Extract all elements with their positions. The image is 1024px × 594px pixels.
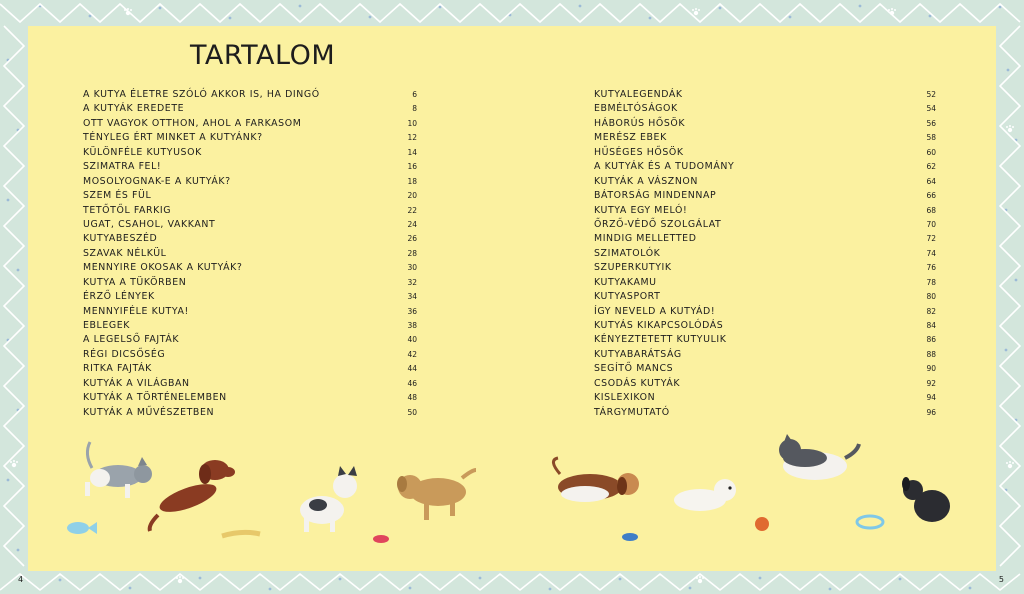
rope-toy-icon (222, 532, 260, 536)
toc-entry-title: SZUPERKUTYIK (594, 262, 672, 274)
beagle-icon (553, 458, 639, 502)
toc-entry-page: 68 (926, 205, 936, 215)
toc-entry-title: UGAT, CSAHOL, VAKKANT (83, 218, 216, 230)
toc-entry-page: 84 (926, 321, 936, 330)
page-title: TARTALOM (190, 40, 336, 71)
toc-entry-page: 22 (407, 205, 417, 215)
toc-entry-page: 10 (407, 118, 417, 128)
toc-entry-title: KUTYABARÁTSÁG (594, 348, 682, 360)
toc-entry-page: 34 (407, 292, 417, 302)
ball-icon (622, 533, 638, 541)
toc-entry-title: TETŐTŐL FARKIG (83, 204, 172, 216)
toc-entry-title: CSODÁS KUTYÁK (594, 377, 681, 389)
white-puppy-icon (674, 479, 736, 511)
toc-entry-page: 46 (407, 378, 417, 388)
toc-entry-title: KÉNYEZTETETT KUTYULIK (594, 334, 727, 346)
toc-entry-page: 92 (926, 378, 936, 388)
toc-entry-page: 36 (407, 306, 417, 316)
toc-entry-page: 88 (926, 349, 936, 359)
toc-entry-page: 30 (407, 263, 417, 273)
toc-entry-title: A KUTYA ÉLETRE SZÓLÓ AKKOR IS, HA DINGÓ (83, 89, 320, 100)
toc-entry-title: MENNYIRE OKOSAK A KUTYÁK? (83, 262, 243, 274)
dachshund-icon (150, 460, 235, 531)
toc-entry-title: KUTYALEGENDÁK (594, 89, 683, 100)
toc-entry-page: 50 (407, 407, 417, 417)
toc-entry-page: 32 (407, 277, 417, 287)
toc-entry-page: 82 (926, 306, 936, 316)
toc-entry-title: TÉNYLEG ÉRT MINKET A KUTYÁNK? (83, 132, 263, 144)
ball-icon (373, 535, 389, 543)
toc-entry-title: MOSOLYOGNAK-E A KUTYÁK? (83, 175, 231, 187)
tan-puppy-icon (397, 470, 476, 520)
toc-entry-title: RITKA FAJTÁK (83, 363, 152, 375)
toc-entry-page: 62 (926, 162, 936, 172)
toc-entry-title: ÉRZŐ LÉNYEK (83, 291, 155, 303)
toc-entry-page: 56 (926, 118, 936, 128)
toc-entry-page: 96 (926, 407, 936, 417)
ring-toy-icon (857, 516, 883, 528)
toc-entry-title: SZIMATRA FEL! (83, 161, 162, 173)
toc-entry-title: A KUTYÁK EREDETE (83, 103, 185, 115)
toc-entry-title: HŰSÉGES HŐSÖK (594, 146, 684, 158)
toc-entry-title: SZAVAK NÉLKÜL (83, 247, 167, 259)
toc-entry-page: 86 (926, 335, 936, 345)
toc-entry-title: KUTYÁS KIKAPCSOLÓDÁS (594, 320, 724, 331)
toc-entry-page: 76 (926, 263, 936, 273)
toc-entry-title: SZEM ÉS FÜL (83, 190, 152, 202)
toc-entry-page: 70 (926, 219, 936, 229)
toc-entry-page: 64 (926, 176, 936, 186)
toc-entry-page: 8 (412, 104, 417, 114)
toc-entry-title: KUTYABESZÉD (83, 233, 158, 245)
toc-entry-title: TÁRGYMUTATÓ (594, 406, 670, 418)
toc-entry-page: 72 (926, 234, 936, 244)
toc-entry-page: 58 (926, 133, 936, 143)
toc-entry-page: 52 (926, 90, 936, 99)
toc-entry-title: MINDIG MELLETTED (594, 233, 697, 245)
toc-entry-title: OTT VAGYOK OTTHON, AHOL A FARKASOM (83, 117, 302, 129)
toc-entry-title: A LEGELSŐ FAJTÁK (83, 334, 180, 346)
toc-entry-title: MENNYIFÉLE KUTYA! (83, 305, 189, 317)
toc-entry-page: 16 (407, 162, 417, 172)
toc-entry-title: KUTYA A TÜKÖRBEN (83, 276, 187, 288)
page-number-left: 4 (18, 575, 24, 584)
toc-entry-title: KÜLÖNFÉLE KUTYUSOK (83, 146, 202, 158)
boston-terrier-icon (300, 466, 357, 532)
toc-entry-page: 60 (926, 147, 936, 157)
toc-entry-page: 94 (926, 393, 936, 403)
toc-entry-title: BÁTORSÁG MINDENNAP (594, 190, 717, 202)
toc-entry-page: 74 (926, 248, 936, 258)
toc-entry-page: 66 (926, 191, 936, 201)
toc-entry-page: 54 (926, 104, 936, 114)
toc-entry-page: 18 (407, 176, 417, 186)
toc-entry-page: 80 (926, 292, 936, 302)
toc-entry-page: 24 (407, 219, 417, 229)
toc-entry-title: EBLEGEK (83, 320, 131, 331)
toc-entry-title: ŐRZŐ-VÉDŐ SZOLGÁLAT (594, 218, 722, 230)
husky-icon (779, 434, 859, 480)
toc-entry-page: 78 (926, 277, 936, 287)
toc-entry-page: 6 (412, 90, 417, 99)
toc-entry-title: KUTYA EGY MELÓ! (594, 204, 688, 216)
toc-entry-title: A KUTYÁK ÉS A TUDOMÁNY (594, 161, 735, 173)
toc-entry-title: KUTYASPORT (594, 291, 661, 303)
grey-dog-icon (85, 442, 152, 498)
toc-entry-title: KUTYÁK A VILÁGBAN (83, 377, 190, 389)
toc-entry-page: 48 (407, 393, 417, 403)
toc-entry-page: 38 (407, 321, 417, 330)
page-number-right: 5 (998, 575, 1004, 584)
toc-entry-title: KUTYÁK A MŰVÉSZETBEN (83, 406, 215, 418)
toc-entry-title: MERÉSZ EBEK (594, 132, 667, 144)
toc-entry-page: 42 (407, 349, 417, 359)
toc-entry-page: 28 (407, 248, 417, 258)
toc-entry-title: KUTYÁK A VÁSZNON (594, 175, 699, 187)
toc-entry-page: 12 (407, 133, 417, 143)
toc-entry-page: 90 (926, 364, 936, 374)
ball-icon (755, 517, 769, 531)
toc-entry-page: 14 (407, 147, 417, 157)
black-puppy-icon (902, 477, 950, 522)
toc-entry-page: 44 (407, 364, 417, 374)
toc-entry-page: 40 (407, 335, 417, 345)
toc-entry-title: RÉGI DICSŐSÉG (83, 348, 166, 360)
fish-toy-icon (67, 522, 97, 534)
toc-entry-title: HÁBORÚS HŐSÖK (594, 117, 686, 129)
toc-entry-title: KISLEXIKON (594, 392, 656, 404)
toc-entry-page: 26 (407, 234, 417, 244)
toc-entry-title: EBMÉLTÓSÁGOK (594, 103, 678, 115)
toc-entry-title: ÍGY NEVELD A KUTYÁD! (594, 305, 716, 317)
toc-entry-page: 20 (407, 191, 417, 201)
toc-entry-title: SEGÍTŐ MANCS (594, 363, 674, 375)
toc-entry-title: SZIMATOLÓK (594, 247, 661, 259)
toc-entry-title: KUTYAKAMU (594, 276, 657, 288)
toc-entry-title: KUTYÁK A TÖRTÉNELEMBEN (83, 392, 227, 404)
